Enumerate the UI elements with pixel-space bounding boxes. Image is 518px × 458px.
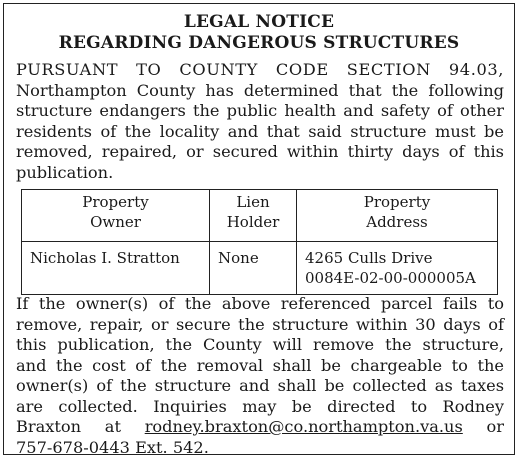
- cell-address: 4265 Culls Drive 0084E-02-00-000005A: [297, 242, 498, 295]
- table-row: [22, 242, 498, 295]
- closing-paragraph: [16, 294, 504, 458]
- email-link[interactable]: rodney.braxton@co.northampton.va.us: [144, 417, 463, 436]
- intro-line: Northampton County has determined that the following: [16, 80, 504, 100]
- header-property-owner: Property Owner: [22, 190, 210, 242]
- property-table: [21, 189, 498, 295]
- closing-line: this publication, the County will remove the structure,: [16, 335, 504, 354]
- closing-line: and the cost of the removal shall be chargeable to the: [16, 355, 504, 375]
- closing-line: owner(s) of the structure and shall be collected as taxes: [16, 376, 504, 395]
- intro-line: residents of the locality and that said structure must be: [16, 121, 504, 141]
- header-property-address: Property Address: [297, 190, 498, 242]
- cell-lien: None: [210, 242, 297, 295]
- closing-line: If the owner(s) of the above referenced parcel fails to: [16, 294, 504, 313]
- cell-owner: Nicholas I. Stratton: [22, 242, 210, 295]
- intro-paragraph: [16, 60, 504, 183]
- header-lien-holder: Lien Holder: [210, 190, 297, 242]
- intro-line: removed, repaired, or secured within thirty days of this: [16, 142, 504, 161]
- intro-line: publication.: [16, 162, 114, 182]
- legal-notice: [3, 3, 515, 455]
- phone-number: 757-678-0443 Ext. 542.: [16, 437, 209, 457]
- closing-line-contact: Braxton at rodney.braxton@co.northampton.va.us or: [16, 417, 504, 436]
- intro-line: PURSUANT TO COUNTY CODE SECTION 94.03,: [16, 60, 504, 79]
- closing-line: remove, repair, or secure the structure within 30 days of: [16, 314, 504, 334]
- notice-subtitle: REGARDING DANGEROUS STRUCTURES: [58, 33, 460, 53]
- closing-line: are collected. Inquiries may be directed to Rodney: [16, 396, 504, 416]
- table-header-row: [22, 190, 498, 242]
- intro-line: structure endangers the public health and safety of other: [16, 101, 504, 120]
- notice-title: LEGAL NOTICE: [183, 12, 335, 32]
